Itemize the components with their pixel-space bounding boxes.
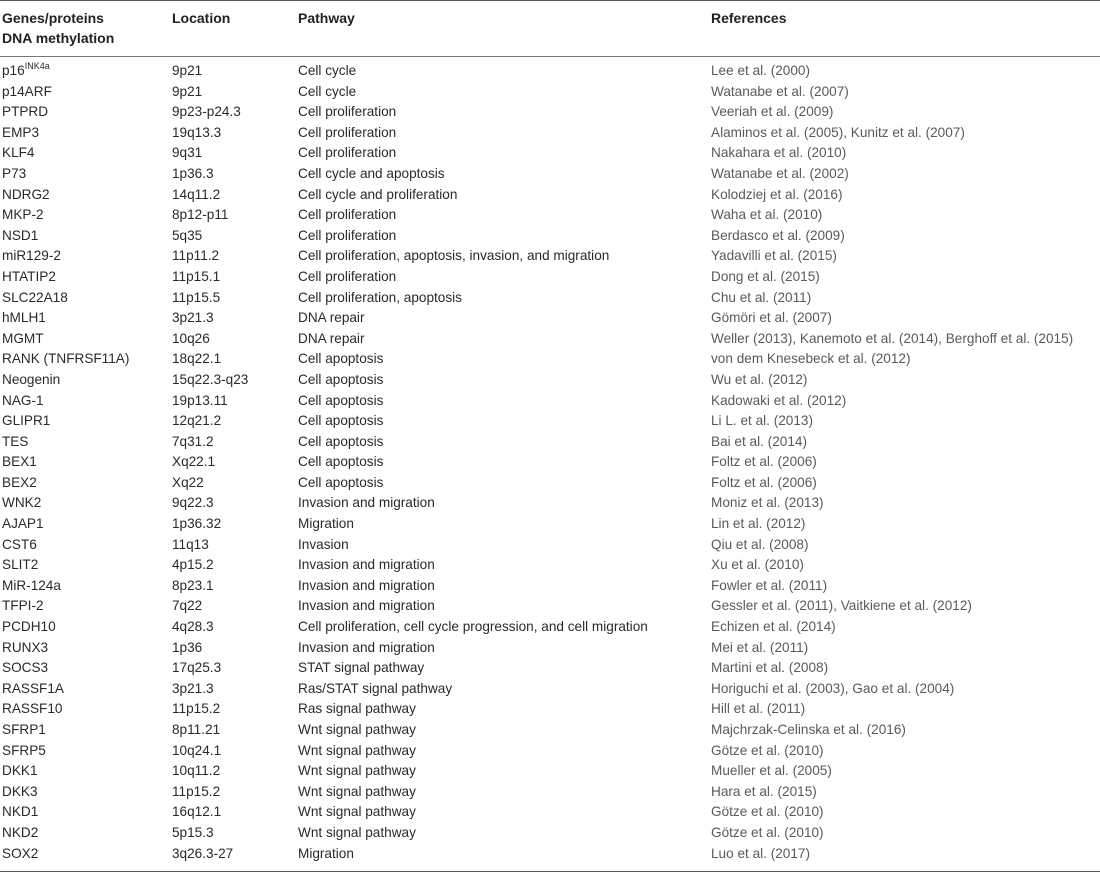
table-row	[0, 349, 1100, 370]
table-row	[0, 823, 1100, 844]
reference-cell: Horiguchi et al. (2003), Gao et al. (2004)	[711, 680, 955, 696]
location-cell: 9p23-p24.3	[172, 104, 241, 120]
table-row	[0, 658, 1100, 679]
location-cell: 11p15.5	[172, 289, 221, 305]
reference-cell: Mei et al. (2011)	[711, 639, 809, 655]
pathway-cell: STAT signal pathway	[298, 660, 425, 676]
reference-cell: Götze et al. (2010)	[711, 742, 824, 758]
location-cell: 1p36.3	[172, 165, 214, 181]
pathway-cell: Cell cycle	[298, 63, 357, 78]
location-cell: 7q31.2	[172, 433, 214, 449]
table-header-row	[0, 0, 1100, 56]
table-row	[0, 741, 1100, 762]
reference-cell: Waha et al. (2010)	[711, 207, 823, 223]
pathway-cell: Cell proliferation	[298, 104, 397, 120]
pathway-cell: Wnt signal pathway	[298, 722, 416, 737]
location-cell: 8p11.21	[172, 722, 221, 737]
location-cell: 1p36	[172, 639, 203, 655]
gene-cell: NKD1	[2, 804, 39, 820]
gene-cell: TES	[2, 433, 29, 449]
reference-cell: Watanabe et al. (2007)	[711, 83, 849, 99]
table-bottom-rule	[0, 871, 1100, 872]
table-row	[0, 596, 1100, 617]
reference-cell: Chu et al. (2011)	[711, 289, 812, 305]
reference-cell: Foltz et al. (2006)	[711, 474, 817, 490]
location-cell: 11p15.1	[172, 268, 221, 284]
gene-cell: PTPRD	[2, 104, 49, 120]
location-cell: 16q12.1	[172, 804, 222, 820]
gene-cell: MiR-124a	[2, 577, 61, 593]
gene-cell: NSD1	[2, 227, 39, 243]
table-row	[0, 514, 1100, 535]
gene-cell: CST6	[2, 536, 37, 552]
pathway-cell: Cell apoptosis	[298, 351, 384, 367]
pathway-cell: Invasion and migration	[298, 577, 435, 593]
location-cell: 9p21	[172, 63, 203, 78]
gene-name-base: p16	[2, 63, 25, 78]
header-genes	[2, 8, 114, 48]
reference-cell: Lin et al. (2012)	[711, 516, 806, 532]
table-row	[0, 761, 1100, 782]
pathway-cell: Migration	[298, 516, 354, 532]
pathway-cell: Cell apoptosis	[298, 474, 384, 490]
gene-cell: SFRP1	[2, 722, 46, 737]
table-row	[0, 226, 1100, 247]
location-cell: 18q22.1	[172, 351, 222, 367]
table-row	[0, 370, 1100, 391]
reference-cell: Li L. et al. (2013)	[711, 413, 814, 429]
gene-cell: BEX1	[2, 454, 37, 470]
pathway-cell: Cell proliferation	[298, 124, 397, 140]
gene-cell: PCDH10	[2, 619, 56, 635]
reference-cell: Kadowaki et al. (2012)	[711, 392, 847, 408]
gene-cell: RUNX3	[2, 639, 49, 655]
reference-cell: Fowler et al. (2011)	[711, 577, 828, 593]
reference-cell: Qiu et al. (2008)	[711, 536, 809, 552]
location-cell: 17q25.3	[172, 660, 222, 676]
table-row	[0, 720, 1100, 741]
table-row	[0, 61, 1100, 82]
header-location: Location	[172, 10, 231, 26]
gene-cell: MKP-2	[2, 207, 44, 223]
location-cell: 15q22.3-q23	[172, 371, 249, 387]
table-row	[0, 329, 1100, 350]
reference-cell: Wu et al. (2012)	[711, 371, 808, 387]
gene-cell: RASSF10	[2, 701, 63, 717]
table-row	[0, 535, 1100, 556]
table-row	[0, 391, 1100, 412]
pathway-cell: Invasion	[298, 536, 349, 552]
table-row	[0, 411, 1100, 432]
gene-cell: RASSF1A	[2, 680, 64, 696]
reference-cell: Götze et al. (2010)	[711, 824, 824, 840]
location-cell: 19p13.11	[172, 392, 228, 408]
reference-cell: Nakahara et al. (2010)	[711, 145, 847, 161]
gene-cell: TFPI-2	[2, 598, 44, 614]
pathway-cell: Invasion and migration	[298, 598, 435, 614]
location-cell: 4p15.2	[172, 557, 214, 573]
location-cell: 9q22.3	[172, 495, 214, 511]
gene-cell: HTATIP2	[2, 268, 56, 284]
reference-cell: Kolodziej et al. (2016)	[711, 186, 843, 202]
table-row	[0, 555, 1100, 576]
pathway-cell: Cell proliferation, apoptosis	[298, 289, 462, 305]
table-row	[0, 638, 1100, 659]
location-cell: 11p11.2	[172, 248, 220, 264]
reference-cell: Xu et al. (2010)	[711, 557, 804, 573]
pathway-cell: DNA repair	[298, 330, 365, 346]
reference-cell: Majchrzak-Celinska et al. (2016)	[711, 722, 906, 737]
location-cell: 12q21.2	[172, 413, 222, 429]
location-cell: 8p12-p11	[172, 207, 229, 223]
location-cell: Xq22	[172, 474, 204, 490]
location-cell: 10q24.1	[172, 742, 222, 758]
gene-cell: GLIPR1	[2, 413, 51, 429]
table-row	[0, 432, 1100, 453]
gene-cell: RANK (TNFRSF11A)	[2, 351, 130, 367]
gene-cell: SOCS3	[2, 660, 49, 676]
reference-cell: Foltz et al. (2006)	[711, 454, 817, 470]
gene-cell: SFRP5	[2, 742, 46, 758]
gene-name-superscript: INK4a	[24, 61, 50, 71]
pathway-cell: Cell proliferation, cell cycle progression, and cell migration	[298, 619, 648, 635]
pathway-cell: Migration	[298, 845, 354, 861]
table-row	[0, 123, 1100, 144]
location-cell: 1p36.32	[172, 516, 222, 532]
pathway-cell: Cell apoptosis	[298, 433, 384, 449]
gene-cell: miR129-2	[2, 248, 61, 264]
pathway-cell: Cell cycle and proliferation	[298, 186, 458, 202]
reference-cell: Moniz et al. (2013)	[711, 495, 824, 511]
location-cell: 10q11.2	[172, 763, 221, 779]
table-row	[0, 844, 1100, 865]
table-row	[0, 782, 1100, 803]
pathway-cell: Wnt signal pathway	[298, 804, 416, 820]
reference-cell: Alaminos et al. (2005), Kunitz et al. (2007)	[711, 124, 965, 140]
gene-cell: SLIT2	[2, 557, 39, 573]
pathway-cell: Invasion and migration	[298, 495, 435, 511]
location-cell: 3q26.3-27	[172, 845, 234, 861]
table-header-rule	[0, 56, 1100, 57]
reference-cell: Hill et al. (2011)	[711, 701, 806, 717]
location-cell: 19q13.3	[172, 124, 222, 140]
location-cell: 5q35	[172, 227, 203, 243]
pathway-cell: Wnt signal pathway	[298, 742, 416, 758]
reference-cell: Hara et al. (2015)	[711, 783, 817, 799]
location-cell: 5p15.3	[172, 824, 214, 840]
pathway-cell: Cell apoptosis	[298, 454, 384, 470]
reference-cell: Mueller et al. (2005)	[711, 763, 832, 779]
header-references: References	[711, 10, 787, 26]
pathway-cell: Cell apoptosis	[298, 392, 384, 408]
gene-cell: KLF4	[2, 145, 35, 161]
gene-cell: DKK3	[2, 783, 38, 799]
table-row	[0, 102, 1100, 123]
table-row	[0, 164, 1100, 185]
gene-cell: MGMT	[2, 330, 44, 346]
table-row	[0, 617, 1100, 638]
table-row	[0, 267, 1100, 288]
location-cell: 9p21	[172, 83, 203, 99]
table-row	[0, 308, 1100, 329]
reference-cell: von dem Knesebeck et al. (2012)	[711, 351, 911, 367]
pathway-cell: Cell proliferation, apoptosis, invasion, and migration	[298, 248, 610, 264]
reference-cell: Götze et al. (2010)	[711, 804, 824, 820]
pathway-cell: DNA repair	[298, 310, 365, 326]
header-genes-line2: DNA methylation	[2, 30, 115, 46]
location-cell: 11p15.2	[172, 701, 221, 717]
table-row	[0, 452, 1100, 473]
table-row	[0, 288, 1100, 309]
location-cell: 3p21.3	[172, 310, 214, 326]
table-row	[0, 493, 1100, 514]
reference-cell: Bai et al. (2014)	[711, 433, 807, 449]
table-row	[0, 205, 1100, 226]
pathway-cell: Cell proliferation	[298, 145, 397, 161]
gene-cell: NAG-1	[2, 392, 44, 408]
location-cell: 7q22	[172, 598, 203, 614]
table-row	[0, 576, 1100, 597]
reference-cell: Martini et al. (2008)	[711, 660, 829, 676]
reference-cell: Gömöri et al. (2007)	[711, 310, 832, 326]
pathway-cell: Wnt signal pathway	[298, 824, 416, 840]
table-row	[0, 185, 1100, 206]
location-cell: Xq22.1	[172, 454, 216, 470]
gene-cell: p14ARF	[2, 83, 52, 99]
reference-cell: Gessler et al. (2011), Vaitkiene et al. (2012)	[711, 598, 972, 614]
pathway-cell: Invasion and migration	[298, 557, 435, 573]
location-cell: 11q13	[172, 536, 209, 552]
reference-cell: Weller (2013), Kanemoto et al. (2014), Berghoff et al. (2015)	[711, 330, 1074, 346]
pathway-cell: Wnt signal pathway	[298, 763, 416, 779]
pathway-cell: Cell cycle	[298, 83, 357, 99]
location-cell: 4q28.3	[172, 619, 214, 635]
table-row	[0, 82, 1100, 103]
pathway-cell: Cell apoptosis	[298, 371, 384, 387]
table-row	[0, 699, 1100, 720]
location-cell: 9q31	[172, 145, 203, 161]
reference-cell: Lee et al. (2000)	[711, 63, 810, 78]
table-body	[0, 61, 1100, 864]
pathway-cell: Cell proliferation	[298, 207, 397, 223]
pathway-cell: Cell proliferation	[298, 227, 397, 243]
gene-cell: WNK2	[2, 495, 42, 511]
gene-cell: SOX2	[2, 845, 39, 861]
table-row	[0, 246, 1100, 267]
header-pathway: Pathway	[298, 10, 355, 26]
reference-cell: Berdasco et al. (2009)	[711, 227, 845, 243]
reference-cell: Watanabe et al. (2002)	[711, 165, 849, 181]
pathway-cell: Cell apoptosis	[298, 413, 384, 429]
gene-cell	[2, 61, 50, 82]
reference-cell: Dong et al. (2015)	[711, 268, 820, 284]
gene-cell: hMLH1	[2, 310, 46, 326]
header-genes-line1: Genes/proteins	[2, 10, 104, 26]
table-row	[0, 143, 1100, 164]
location-cell: 8p23.1	[172, 577, 214, 593]
pathway-cell: Wnt signal pathway	[298, 783, 416, 799]
gene-cell: AJAP1	[2, 516, 44, 532]
pathway-cell: Ras/STAT signal pathway	[298, 680, 453, 696]
gene-cell: Neogenin	[2, 371, 61, 387]
location-cell: 3p21.3	[172, 680, 214, 696]
table-row	[0, 679, 1100, 700]
reference-cell: Luo et al. (2017)	[711, 845, 810, 861]
gene-cell: NDRG2	[2, 186, 50, 202]
location-cell: 10q26	[172, 330, 210, 346]
gene-cell: NKD2	[2, 824, 39, 840]
location-cell: 14q11.2	[172, 186, 221, 202]
gene-cell: EMP3	[2, 124, 40, 140]
reference-cell: Veeriah et al. (2009)	[711, 104, 834, 120]
gene-cell: SLC22A18	[2, 289, 68, 305]
gene-cell: BEX2	[2, 474, 37, 490]
table-row	[0, 802, 1100, 823]
pathway-cell: Ras signal pathway	[298, 701, 416, 717]
location-cell: 11p15.2	[172, 783, 221, 799]
table-row	[0, 473, 1100, 494]
reference-cell: Yadavilli et al. (2015)	[711, 248, 837, 264]
pathway-cell: Cell cycle and apoptosis	[298, 165, 445, 181]
reference-cell: Echizen et al. (2014)	[711, 619, 836, 635]
pathway-cell: Invasion and migration	[298, 639, 435, 655]
gene-cell: P73	[2, 165, 27, 181]
pathway-cell: Cell proliferation	[298, 268, 397, 284]
gene-cell: DKK1	[2, 763, 38, 779]
